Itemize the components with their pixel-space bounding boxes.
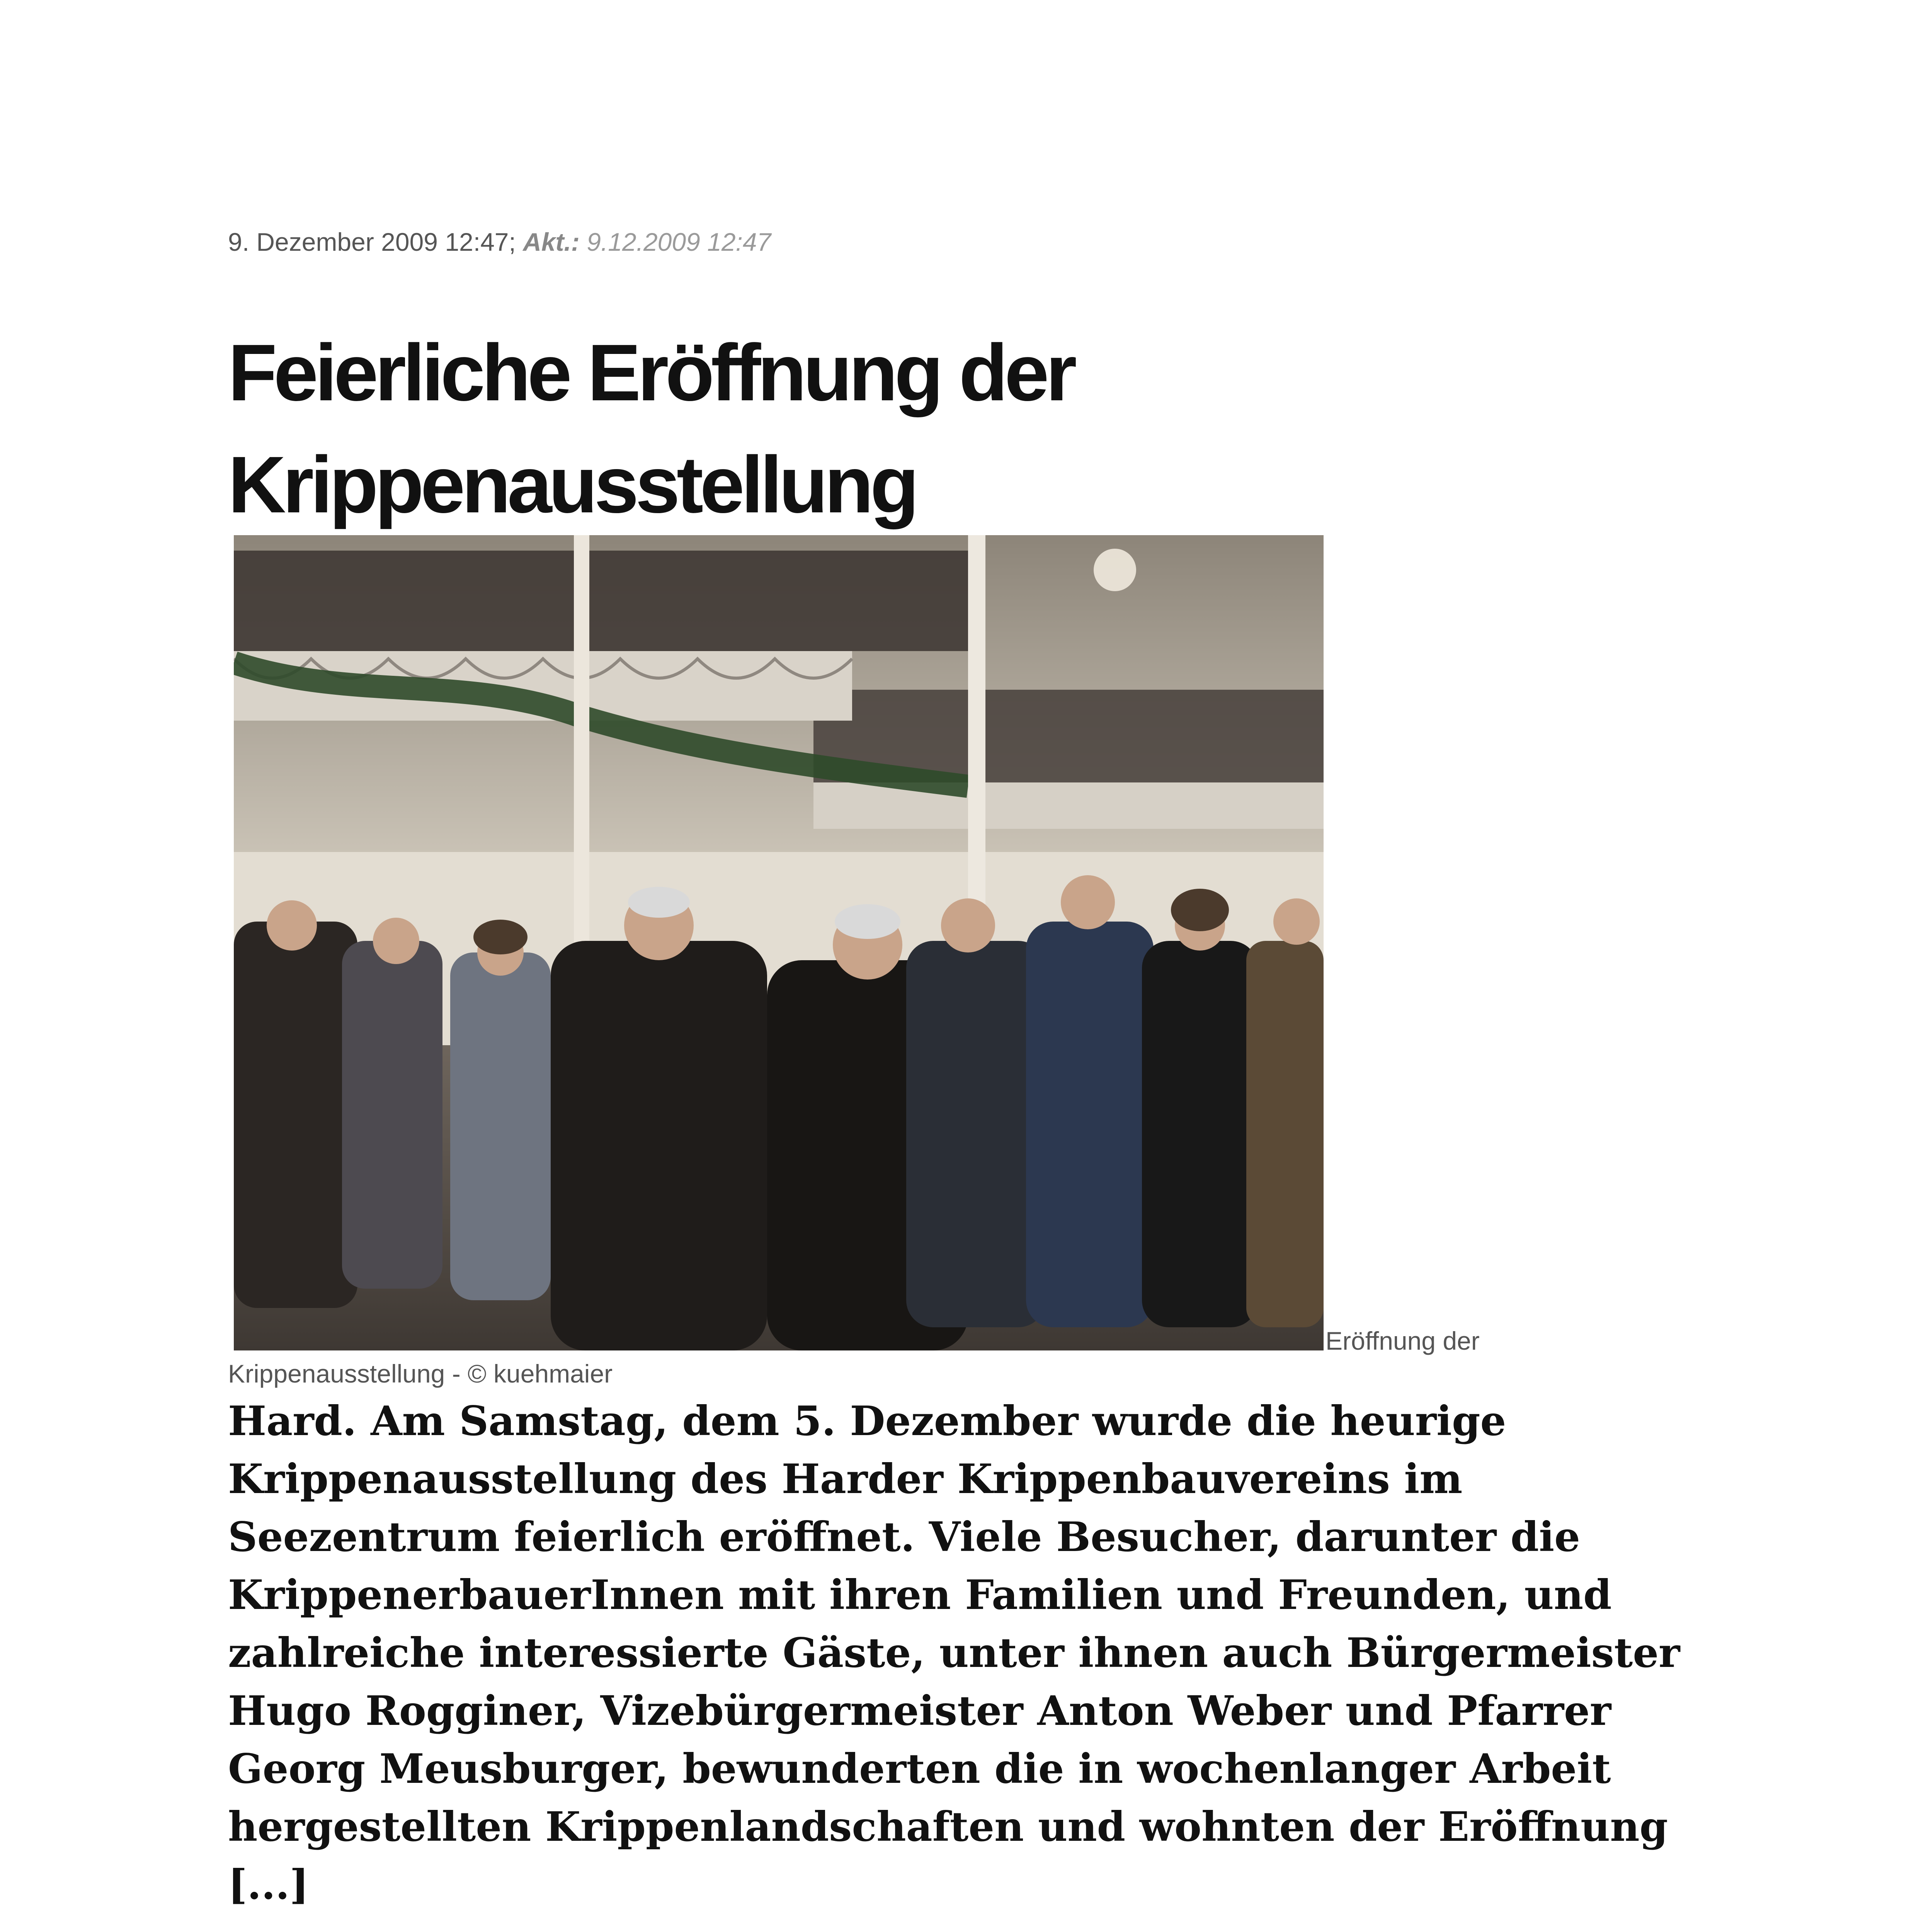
lead-line: KrippenerbauerInnen mit ihren Familien und Freunden, und [228, 1571, 1612, 1619]
lead-line: Hard. Am Samstag, dem 5. Dezember wurde die heurige [228, 1397, 1506, 1445]
lead-line: Krippenausstellung des Harder Krippenbauvereins im [228, 1455, 1463, 1503]
article-title-line-1: Feierliche Eröffnung der [228, 328, 1074, 418]
crowd-photo-illustration [234, 535, 1324, 1350]
article-dateline [228, 227, 771, 257]
lead-line: [...] [228, 1861, 309, 1908]
article-photo[interactable] [234, 535, 1324, 1350]
updated-label: Akt.: [523, 228, 580, 256]
lead-line: Hugo Rogginer, Vizebürgermeister Anton Weber und Pfarrer [228, 1687, 1611, 1735]
publish-date: 9. Dezember 2009 12:47; [228, 228, 516, 256]
lead-line: Georg Meusburger, bewunderten die in wochenlanger Arbeit [228, 1745, 1611, 1793]
photo-caption-part-1: Eröffnung der [1326, 1327, 1480, 1355]
article-title [228, 317, 1619, 541]
updated-date: 9.12.2009 12:47 [587, 228, 771, 256]
article-title-line-2: Krippenausstellung [228, 440, 916, 530]
lead-line: Seezentrum feierlich eröffnet. Viele Besucher, darunter die [228, 1513, 1580, 1561]
photo-caption-part-2: Krippenausstellung - © kuehmaier [228, 1359, 613, 1388]
lead-line: zahlreiche interessierte Gäste, unter ihnen auch Bürgermeister [228, 1629, 1680, 1677]
article-lead [228, 1392, 1754, 1913]
lead-line: hergestellten Krippenlandschaften und wohnten der Eröffnung [228, 1803, 1668, 1850]
